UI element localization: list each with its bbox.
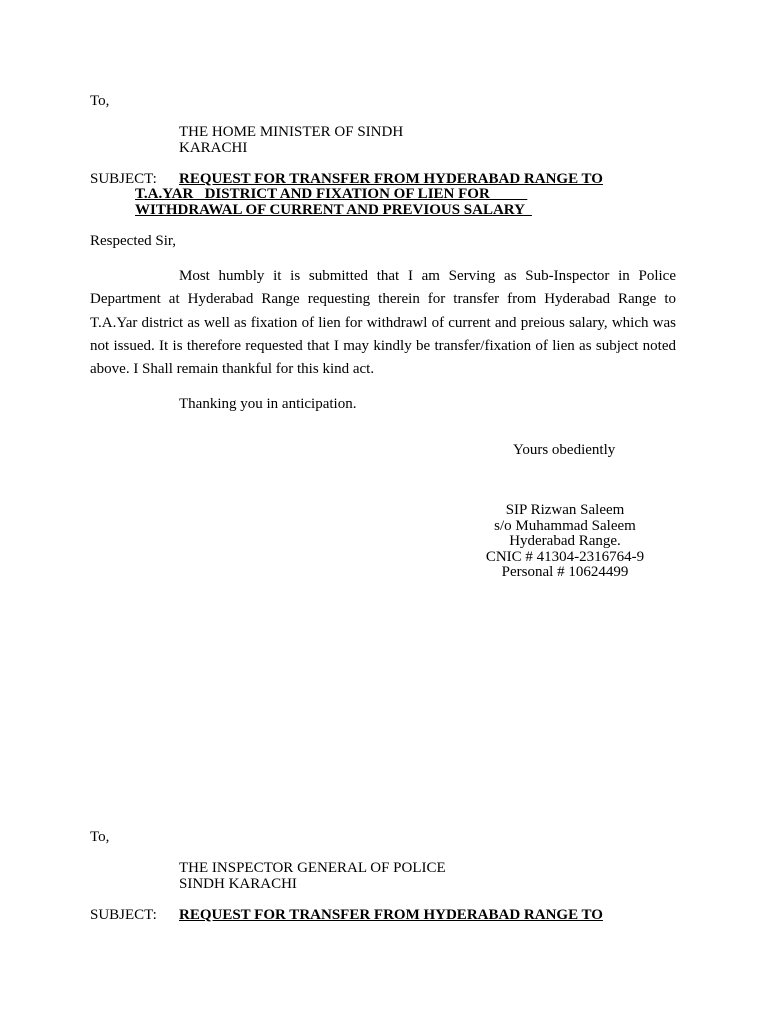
subject-line-1: REQUEST FOR TRANSFER FROM HYDERABAD RANGE TO: [179, 171, 603, 187]
thanks-line: Thanking you in anticipation.: [179, 396, 357, 412]
addressee-line-1-2: THE INSPECTOR GENERAL OF POLICE: [179, 860, 446, 876]
subject-line-2: T.A.YAR DISTRICT AND FIXATION OF LIEN FOR: [135, 186, 528, 202]
signature-cnic: CNIC # 41304-2316764-9: [485, 548, 645, 565]
signature-parent: s/o Muhammad Saleem: [494, 517, 636, 534]
signature-place: Hyderabad Range.: [509, 533, 621, 550]
signature-name: SIP Rizwan Saleem: [505, 502, 625, 518]
addressee-line-1: THE HOME MINISTER OF SINDH: [179, 124, 404, 140]
signature-block: [470, 503, 660, 581]
subject-label: SUBJECT:: [90, 171, 157, 187]
greeting: Respected Sir,: [90, 233, 177, 249]
salutation-to: To,: [90, 93, 110, 109]
subject-label-2: SUBJECT:: [90, 907, 157, 923]
salutation-to-2: To,: [90, 829, 110, 845]
body-paragraph: [90, 265, 676, 381]
signature-personal: Personal # 10624499: [501, 564, 629, 581]
closing: Yours obediently: [513, 442, 616, 458]
addressee-line-2-2: SINDH KARACHI: [179, 876, 297, 892]
subject-line-1-2: REQUEST FOR TRANSFER FROM HYDERABAD RANGE TO: [179, 907, 603, 923]
body-text: Most humbly it is submitted that I am Serving as Sub-Inspector in Police Department at Hyderabad Range requesting therein for transfer from Hyderabad Range to T.A.Yar district as well as fixation of lien for withdrawl of current and preious salary, which was not issued. It is therefore requested that I may kindly be transfer/fixation of lien as subject noted above. I Shall remain thankful for this kind act.: [90, 268, 676, 378]
subject-line-3: WITHDRAWAL OF CURRENT AND PREVIOUS SALARY: [135, 202, 532, 218]
addressee-line-2: KARACHI: [179, 140, 248, 156]
